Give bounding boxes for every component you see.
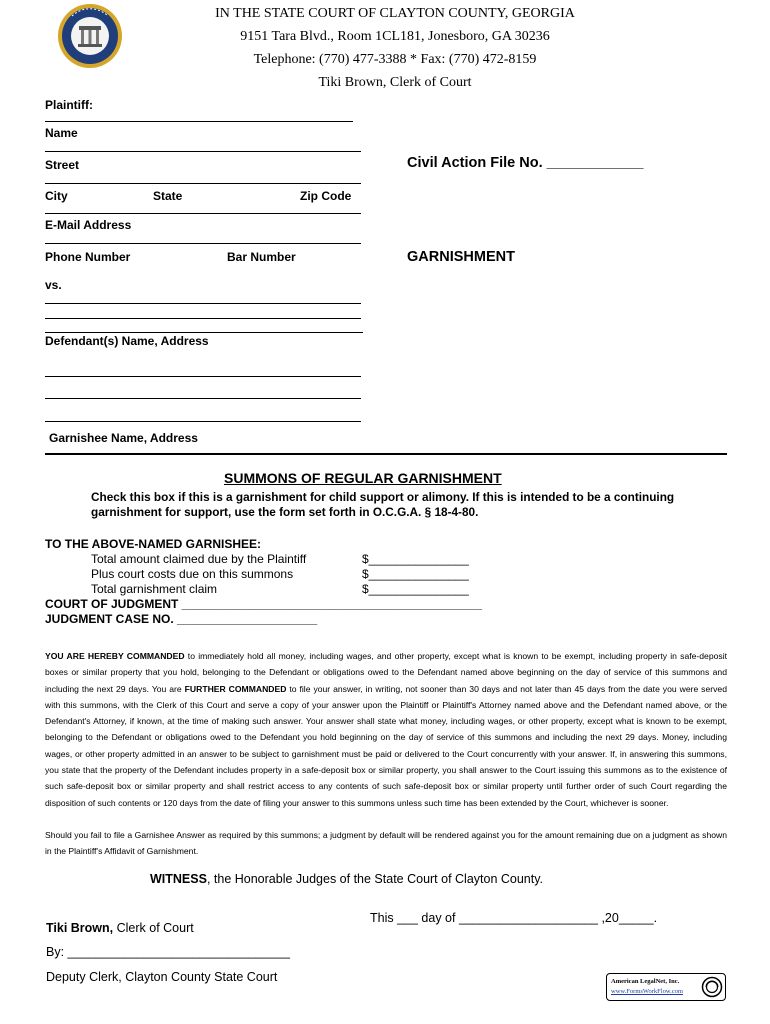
garnishee-label: Garnishee Name, Address: [49, 431, 198, 445]
street-line: [45, 183, 361, 184]
civil-action-file-no: Civil Action File No. ____________: [407, 155, 644, 171]
witness-line: [150, 872, 543, 886]
plaintiff-bar-label: Bar Number: [227, 250, 296, 264]
deputy-clerk-label: Deputy Clerk, Clayton County State Court: [46, 970, 278, 984]
plaintiff-email-label: E-Mail Address: [45, 218, 132, 232]
total-claim-field[interactable]: $_______________: [362, 582, 469, 596]
judgment-case-no-field[interactable]: JUDGMENT CASE NO. _____________________: [45, 612, 318, 626]
garnishee-line-2: [45, 398, 361, 399]
command-text-2: to file your answer, in writing, not sooner than 30 days and not later than 45 days from the date you were served with this summons, with the Clerk of this Court and serve a copy of your answer upon the Plaintiff or Plaintiff's Attorney named above and the Defendant named above, or the Defendant's Attorney, if known, at the time of making such answer. Your answer shall state what money, including wages, or other property, except what is known to be exempt, belonging to the Defendant or obligations owed to the Defendant you hold beginning on the day of service of this summons and including the next 29 days. Money, including wages, or other property admitted in an answer to be subject to garnishment must be paid or delivered to the Court concurrently with your answer. If, in answering this summons, you state that the property of the Defendant includes property in a safe-deposit box or similar property, you shall answer to the Court issuing this summons as to the existence of such safe-deposit box or similar property and shall restrict access to any contents of such safe-deposit box or similar property until further order of such Court regarding the disposition of such contents or 120 days from the date of filing your answer to this summons unless such time has been extended by the Court, whichever is sooner.: [45, 683, 727, 808]
amount-claimed-field[interactable]: $_______________: [362, 552, 469, 566]
plaintiff-zip-label: Zip Code: [300, 189, 352, 203]
plaintiff-line: [45, 121, 353, 122]
email-line: [45, 243, 361, 244]
amount-claimed-label: Total amount claimed due by the Plaintiff: [91, 552, 307, 566]
footer-company: American LegalNet, Inc.: [611, 978, 680, 985]
plaintiff-city-label: City: [45, 189, 68, 203]
clerk-title: Clerk of Court: [113, 921, 194, 935]
date-line[interactable]: This ___ day of ____________________ ,20_____.: [370, 911, 658, 925]
garnishment-heading: GARNISHMENT: [407, 249, 515, 265]
support-checkbox-text-1: Check this box if this is a garnishment for child support or alimony. If this is intended to be a continuing: [91, 490, 675, 504]
support-checkbox-text-2: garnishment for support, use the form set forth in O.C.G.A. § 18-4-80.: [91, 505, 479, 519]
section-divider: [45, 453, 727, 455]
clerk-signature: [46, 921, 194, 935]
total-claim-label: Total garnishment claim: [91, 582, 218, 596]
defendant-line-3: [45, 332, 363, 333]
plaintiff-street-label: Street: [45, 158, 80, 172]
defendant-line-1: [45, 303, 361, 304]
summons-title: SUMMONS OF REGULAR GARNISHMENT: [224, 470, 502, 486]
to-garnishee-heading: TO THE ABOVE-NAMED GARNISHEE:: [45, 537, 262, 551]
by-signature-line[interactable]: By: ________________________________: [46, 945, 290, 959]
city-line: [45, 213, 361, 214]
witness-bold: WITNESS: [150, 872, 207, 886]
plaintiff-state-label: State: [153, 189, 183, 203]
footer-badge: [606, 973, 726, 1001]
further-commanded-phrase: FURTHER COMMANDED: [184, 683, 287, 694]
court-costs-label: Plus court costs due on this summons: [91, 567, 294, 581]
court-title: IN THE STATE COURT OF CLAYTON COUNTY, GEORGIA: [215, 6, 575, 21]
vs-label: vs.: [45, 278, 62, 292]
commanded-phrase: YOU ARE HEREBY COMMANDED: [45, 651, 185, 661]
garnishee-line-3: [45, 421, 361, 422]
default-judgment-paragraph: Should you fail to file a Garnishee Answer as required by this summons; a judgment by default will be rendered against you for the amount remaining due on a judgment as shown in the Plaintiff's Affidavit of Garnishment.: [45, 830, 727, 857]
footer-logo-icon: [701, 976, 723, 998]
name-line: [45, 151, 361, 152]
witness-rest: , the Honorable Judges of the State Court of Clayton County.: [206, 872, 544, 886]
plaintiff-phone-label: Phone Number: [45, 250, 131, 264]
court-clerk: Tiki Brown, Clerk of Court: [318, 75, 472, 90]
court-of-judgment-field[interactable]: COURT OF JUDGMENT _____________________________________________: [45, 597, 482, 611]
plaintiff-heading: Plaintiff:: [45, 98, 93, 112]
state-seal-image: [52, 2, 128, 70]
court-costs-field[interactable]: $_______________: [362, 567, 469, 581]
footer-url[interactable]: www.FormsWorkFlow.com: [611, 988, 683, 995]
defendant-label: Defendant(s) Name, Address: [45, 334, 209, 348]
court-phone: Telephone: (770) 477-3388 * Fax: (770) 472-8159: [253, 52, 537, 67]
plaintiff-name-label: Name: [45, 126, 78, 140]
garnishee-line-1: [45, 376, 361, 377]
defendant-line-2: [45, 318, 361, 319]
clerk-name: Tiki Brown,: [46, 921, 114, 935]
command-text-1: to immediately hold all money, including wages, and other property, except what is known to be exempt, including property in safe-deposit boxes or similar property that you hold, belonging to the Defendant or obligations owed to the Defendant named above beginning on the day of service of this summons and including the next 29 days. You are: [45, 651, 727, 694]
court-address: 9151 Tara Blvd., Room 1CL181, Jonesboro, GA 30236: [240, 29, 550, 44]
command-paragraph: [45, 648, 727, 811]
